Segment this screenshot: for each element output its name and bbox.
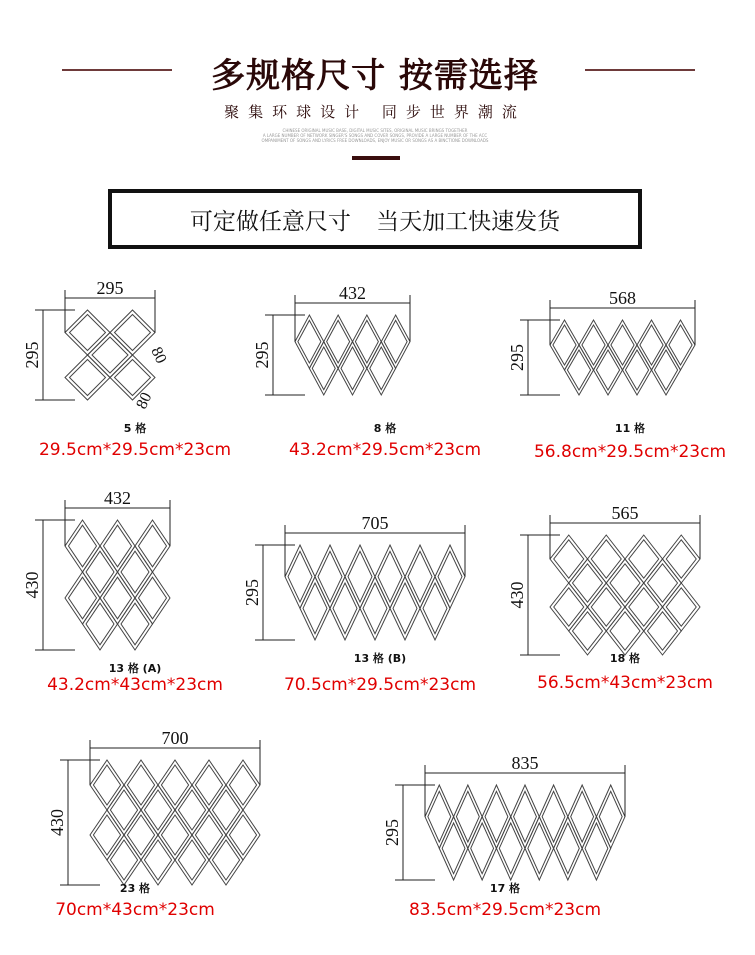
diamond-cell [648, 564, 678, 602]
svg-text:80: 80 [133, 390, 156, 412]
diamond-cell [648, 612, 678, 650]
diamond-cell [669, 325, 692, 365]
compartment-label: 11 格 [614, 422, 646, 435]
diamond-cell [88, 333, 133, 378]
diamond-cell [393, 583, 417, 634]
diamond-cell [333, 583, 357, 634]
diamond-cell [471, 823, 494, 874]
diamond-cell [110, 355, 155, 400]
diamond-cell [644, 559, 682, 607]
diamond-cell [384, 320, 407, 363]
height-value: 295 [382, 819, 402, 846]
product-size-card [500, 505, 750, 705]
diamond-cell [124, 810, 158, 860]
diamond-cell [158, 760, 192, 810]
product-size-card [10, 280, 260, 480]
diamond-cell [315, 545, 345, 608]
diamond-cell [554, 540, 584, 578]
diamond-cell [456, 791, 479, 842]
diamond-cell [608, 320, 637, 370]
diamond-cell [324, 315, 353, 368]
diamond-cell [226, 810, 260, 860]
compartment-label: 18 格 [609, 652, 641, 665]
diamond-cell [65, 310, 110, 355]
diamond-cell [209, 835, 243, 885]
diamond-cell [625, 583, 663, 631]
diamond-cell [341, 347, 364, 390]
diamond-cell [195, 815, 222, 855]
product-size-card [252, 283, 510, 485]
decor-bar [352, 156, 400, 160]
custom-size-notice: 可定做任意尺寸 当天加工快速发货 [108, 189, 642, 249]
diamond-cell [542, 791, 565, 842]
diamond-cell [439, 817, 468, 880]
product-dimensions: 83.5cm*29.5cm*23cm [408, 900, 602, 920]
compartment-label: 8 格 [373, 422, 397, 435]
diamond-cell [115, 315, 151, 351]
diamond-cell [303, 583, 327, 634]
diamond-cell [420, 577, 450, 640]
diamond-cell [425, 785, 454, 848]
page-title: 多规格尺寸 按需选择 [211, 56, 539, 96]
lattice-diagram [10, 730, 260, 870]
diamond-cell [363, 583, 387, 634]
diamond-cell [338, 342, 367, 395]
diamond-cell [104, 577, 132, 619]
diamond-cell [629, 588, 659, 626]
diamond-cell [70, 360, 106, 396]
product-dimensions: 29.5cm*29.5cm*23cm [38, 440, 232, 460]
diamond-cell [435, 545, 465, 608]
diamond-cell [550, 583, 588, 631]
diamond-cell [610, 564, 640, 602]
diamond-cell [348, 551, 372, 602]
width-value: 835 [511, 753, 539, 773]
diamond-cell [158, 810, 192, 860]
diamond-cell [594, 345, 623, 395]
diamond-cell [438, 551, 462, 602]
diamond-cell [565, 345, 594, 395]
diamond-cell [70, 315, 106, 351]
diamond-cell [100, 572, 135, 624]
diamond-cell [468, 817, 497, 880]
diamond-cell [654, 350, 677, 390]
diamond-cell [556, 823, 579, 874]
diamond-cell [295, 315, 324, 368]
diamond-cell [226, 760, 260, 810]
lattice-diagram [242, 513, 505, 655]
diamond-cell [93, 815, 120, 855]
diamond-cell [390, 577, 420, 640]
diamond-cell [370, 347, 393, 390]
diamond-cell [567, 350, 590, 390]
diamond-cell [511, 785, 540, 848]
diamond-cell [107, 785, 141, 835]
diamond-cell [623, 345, 652, 395]
product-dimensions: 56.8cm*29.5cm*23cm [533, 442, 727, 462]
diamond-cell [178, 790, 205, 830]
height-value: 295 [22, 341, 42, 369]
width-value: 568 [609, 288, 636, 308]
diamond-cell [110, 310, 155, 355]
diamond-cell [499, 823, 522, 874]
diamond-cell [375, 545, 405, 608]
diamond-cell [588, 583, 626, 631]
diamond-cell [93, 765, 120, 805]
diamond-cell [139, 577, 167, 619]
diamond-cell [663, 535, 701, 583]
diamond-cell [86, 551, 114, 593]
diamond-cell [554, 817, 583, 880]
product-dimensions: 43.2cm*29.5cm*23cm [288, 440, 482, 460]
width-value: 432 [104, 488, 131, 508]
diamond-cell [65, 572, 100, 624]
diamond-cell [229, 765, 256, 805]
diamond-cell [175, 835, 209, 885]
diamond-cell [141, 785, 175, 835]
diamond-cell [485, 791, 508, 842]
diamond-cell [65, 520, 100, 572]
diamond-cell [135, 520, 170, 572]
diamond-cell [139, 525, 167, 567]
diamond-cell [442, 823, 465, 874]
diamond-cell [579, 320, 608, 370]
diamond-cell [568, 785, 597, 848]
diamond-cell [195, 765, 222, 805]
product-dimensions: 70cm*43cm*23cm [55, 900, 215, 920]
diamond-cell [573, 564, 603, 602]
diamond-cell [378, 551, 402, 602]
diamond-cell [428, 791, 451, 842]
diamond-cell [110, 840, 137, 880]
diamond-cell [553, 325, 576, 365]
diamond-cell [115, 360, 151, 396]
diamond-cell [118, 598, 153, 650]
product-size-card [505, 290, 755, 490]
diamond-cell [309, 342, 338, 395]
diamond-cell [135, 572, 170, 624]
diamond-cell [381, 315, 410, 368]
diamond-cell [327, 320, 350, 363]
diamond-cell [318, 551, 342, 602]
diamond-cell [550, 320, 579, 370]
diamond-cell [121, 551, 149, 593]
lattice-diagram [10, 490, 260, 630]
diamond-cell [666, 588, 696, 626]
diamond-cell [644, 607, 682, 655]
page-subtitle: 聚集环球设计 同步世界潮流 [224, 103, 526, 121]
diamond-cell [144, 840, 171, 880]
diamond-cell [121, 603, 149, 645]
diamond-cell [610, 612, 640, 650]
diamond-cell [423, 583, 447, 634]
diamond-cell [408, 551, 432, 602]
diamond-cell [90, 760, 124, 810]
diamond-cell [663, 583, 701, 631]
product-dimensions: 56.5cm*43cm*23cm [537, 673, 713, 693]
diamond-cell [100, 520, 135, 572]
diamond-cell [300, 577, 330, 640]
diamond-cell [640, 325, 663, 365]
diamond-cell [625, 535, 663, 583]
compartment-label: 13 格 (A) [108, 662, 162, 675]
height-value: 295 [252, 341, 272, 369]
compartment-label: 5 格 [123, 422, 147, 435]
diamond-cell [83, 598, 118, 650]
diamond-cell [107, 835, 141, 885]
diamond-cell [525, 817, 554, 880]
diamond-cell [65, 355, 110, 400]
diamond-cell [178, 840, 205, 880]
diamond-cell [90, 810, 124, 860]
compartment-label: 17 格 [489, 882, 521, 895]
diamond-cell [345, 545, 375, 608]
width-value: 432 [339, 283, 366, 303]
diamond-cell [611, 325, 634, 365]
diamond-cell [569, 559, 607, 607]
diamond-cell [599, 791, 622, 842]
diamond-cell [312, 347, 335, 390]
diamond-cell [405, 545, 435, 608]
lattice-diagram [10, 280, 260, 420]
tagline-line: OMPANIMENT OF SONGS AND LYRICS FREE DOWNLOADS, ENJOY MUSIC OR SONGS AS A BINCTIONE DOWNLOADS [261, 138, 489, 143]
diamond-cell [652, 345, 681, 395]
diamond-cell [124, 760, 158, 810]
diamond-cell [528, 823, 551, 874]
diamond-cell [161, 815, 188, 855]
diamond-cell [192, 760, 226, 810]
product-dimensions: 43.2cm*43cm*23cm [47, 675, 223, 695]
diamond-cell [212, 840, 239, 880]
height-value: 430 [47, 809, 67, 836]
diamond-cell [582, 325, 605, 365]
lattice-diagram [252, 283, 510, 425]
diamond-cell [298, 320, 321, 363]
compartment-label: 23 格 [119, 882, 151, 895]
diamond-cell [496, 817, 525, 880]
diamond-cell [625, 350, 648, 390]
diamond-cell [69, 525, 97, 567]
diamond-cell [229, 815, 256, 855]
diamond-cell [588, 535, 626, 583]
product-size-card [10, 730, 260, 930]
diamond-cell [118, 546, 153, 598]
diamond-cell [666, 540, 696, 578]
diamond-cell [353, 315, 382, 368]
diamond-cell [582, 817, 611, 880]
diamond-cell [192, 810, 226, 860]
diamond-cell [571, 791, 594, 842]
height-value: 295 [242, 579, 262, 606]
diamond-cell [212, 790, 239, 830]
diamond-cell [69, 577, 97, 619]
diamond-cell [591, 588, 621, 626]
diamond-cell [144, 790, 171, 830]
diamond-cell [92, 337, 128, 373]
height-value: 430 [507, 581, 527, 609]
diamond-cell [637, 320, 666, 370]
height-value: 295 [507, 344, 527, 371]
diamond-cell [285, 545, 315, 608]
diamond-cell [554, 588, 584, 626]
diamond-cell [141, 835, 175, 885]
diamond-cell [514, 791, 537, 842]
width-value: 705 [361, 513, 389, 533]
english-tagline [0, 128, 750, 143]
diamond-cell [550, 535, 588, 583]
diamond-cell [367, 342, 396, 395]
diamond-cell [585, 823, 608, 874]
product-size-card [242, 513, 505, 715]
height-value: 430 [22, 571, 42, 599]
diamond-cell [606, 607, 644, 655]
lattice-diagram [500, 505, 750, 645]
diamond-cell [355, 320, 378, 363]
diamond-cell [666, 320, 695, 370]
lattice-diagram [505, 290, 755, 430]
width-value: 295 [96, 278, 124, 298]
diamond-cell [573, 612, 603, 650]
diamond-cell [591, 540, 621, 578]
diamond-cell [360, 577, 390, 640]
lattice-diagram [380, 755, 630, 895]
width-value: 700 [161, 728, 189, 748]
diamond-cell [175, 785, 209, 835]
tagline-line: CHINESE ORIGINAL MUSIC BASE, DIGITAL MUSIC SITES, ORIGINAL MUSIC BRINGS TOGETHER [282, 128, 468, 133]
diamond-cell [482, 785, 511, 848]
diamond-cell [127, 815, 154, 855]
diamond-cell [110, 790, 137, 830]
diamond-cell [629, 540, 659, 578]
diamond-cell [127, 765, 154, 805]
diamond-cell [569, 607, 607, 655]
diamond-cell [596, 785, 625, 848]
diamond-cell [454, 785, 483, 848]
tagline-line: A LARGE NUMBER OF NETWORK SINGER'S SONGS AND COVER SONGS, PROVIDE A LARGE NUMBER OF THE ACC [262, 133, 488, 138]
width-value: 565 [611, 503, 639, 523]
diamond-cell [330, 577, 360, 640]
diamond-cell [104, 525, 132, 567]
diamond-cell [161, 765, 188, 805]
diamond-cell [209, 785, 243, 835]
diamond-cell [539, 785, 568, 848]
compartment-label: 13 格 (B) [353, 652, 407, 665]
product-size-card [10, 488, 260, 695]
diamond-cell [596, 350, 619, 390]
diamond-cell [86, 603, 114, 645]
diamond-cell [606, 559, 644, 607]
cell-size-value: 80 [147, 344, 170, 367]
product-dimensions: 70.5cm*29.5cm*23cm [283, 675, 477, 695]
product-size-card [380, 755, 630, 955]
diamond-cell [288, 551, 312, 602]
diamond-cell [83, 546, 118, 598]
